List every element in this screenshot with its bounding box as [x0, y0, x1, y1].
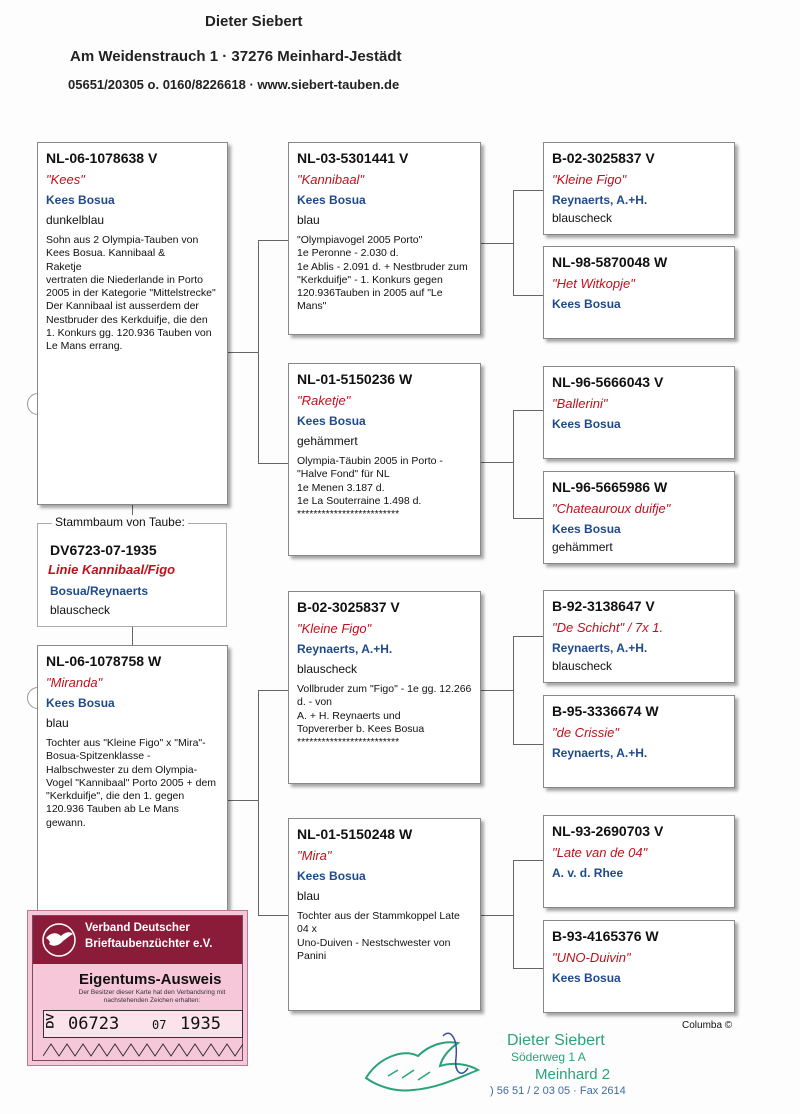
connector-line	[513, 636, 514, 744]
ring-number: NL-96-5666043 V	[552, 374, 664, 390]
stamp-name: Dieter Siebert	[507, 1032, 605, 1049]
ring-number: NL-01-5150248 W	[297, 826, 413, 842]
stamp-city: Meinhard 2	[535, 1066, 611, 1083]
connector-line	[481, 915, 514, 916]
pedigree-card-mf	[288, 591, 481, 784]
pedigree-card-father	[37, 142, 228, 505]
stamp-street: Söderweg 1 A	[511, 1050, 586, 1064]
plumage-color: dunkelblau	[46, 213, 105, 227]
pedigree-card-fmm	[543, 471, 735, 564]
plumage-color: blauscheck	[552, 659, 613, 673]
pedigree-card-mff	[543, 590, 735, 683]
pigeon-name: "UNO-Duivin"	[552, 950, 631, 965]
pedigree-card-fmf	[543, 366, 735, 459]
plumage-color: blauscheck	[552, 211, 613, 225]
breeder-address: Am Weidenstrauch 1 · 37276 Meinhard-Jestädt	[70, 48, 402, 65]
breeder: Kees Bosua	[552, 417, 621, 431]
connector-line	[228, 352, 259, 353]
plumage-color: blau	[297, 213, 320, 227]
breeder: Kees Bosua	[552, 522, 621, 536]
ring-serial: 1935	[180, 1014, 221, 1034]
breeder-name: Dieter Siebert	[205, 13, 303, 30]
connector-line	[513, 295, 543, 296]
breeder: Reynaerts, A.+H.	[552, 193, 648, 207]
pedigree-card-fff	[543, 142, 735, 235]
plumage-color: blau	[297, 889, 320, 903]
pigeon-name: "De Schicht" / 7x 1.	[552, 620, 664, 635]
performance-notes: Vollbruder zum "Figo" - 1e gg. 12.266 d. - von A. + H. Reynaerts und Topvererber b. Kees Bosua *************************	[297, 683, 472, 749]
subject-label: Stammbaum von Taube:	[52, 515, 188, 529]
connector-line	[258, 915, 288, 916]
pedigree-card-ffm	[543, 246, 735, 339]
ring-number: NL-03-5301441 V	[297, 150, 409, 166]
breeder: Kees Bosua	[46, 696, 115, 710]
performance-notes: Tochter aus der Stammkoppel Late 04 x Uno-Duiven - Nestschwester von Panini	[297, 910, 460, 962]
connector-line	[258, 690, 259, 915]
org-line-1: Verband Deutscher	[85, 922, 190, 934]
pigeon-name: "Kleine Figo"	[552, 172, 627, 187]
connector-line	[513, 860, 543, 861]
software-credit: Columba ©	[682, 1020, 733, 1031]
subject-line: Linie Kannibaal/Figo	[48, 562, 176, 577]
ring-number-part: 06723	[68, 1014, 120, 1034]
pedigree-card-mfm	[543, 695, 735, 788]
ring-number-field	[43, 1010, 243, 1038]
ownership-card	[27, 910, 248, 1066]
pigeon-name: "Kleine Figo"	[297, 621, 372, 636]
connector-line	[258, 240, 259, 463]
decorative-border-icon	[43, 1042, 243, 1058]
ring-number: NL-96-5665986 W	[552, 479, 668, 495]
breeder: A. v. d. Rhee	[552, 866, 624, 880]
pedigree-card-mmf	[543, 815, 735, 908]
ring-year: 07	[152, 1018, 167, 1032]
pigeon-name: "de Crissie"	[552, 725, 620, 740]
subject-ring: DV6723-07-1935	[50, 542, 157, 558]
pedigree-card-mmm	[543, 920, 735, 1013]
plumage-color: blau	[46, 716, 69, 730]
breeder: Kees Bosua	[46, 193, 115, 207]
pigeon-name: "Het Witkopje"	[552, 276, 635, 291]
org-line-2: Brieftaubenzüchter e.V.	[85, 938, 213, 950]
breeder-contact: 05651/20305 o. 0160/8226618 · www.siebert-tauben.de	[68, 77, 400, 92]
connector-line	[513, 410, 514, 518]
subject-color: blauscheck	[50, 603, 111, 617]
connector-line	[513, 190, 543, 191]
ownership-card-header	[33, 916, 242, 964]
connector-line	[481, 243, 514, 244]
subject-breeder: Bosua/Reynaerts	[50, 584, 149, 598]
breeder: Reynaerts, A.+H.	[297, 642, 393, 656]
plumage-color: gehämmert	[297, 434, 358, 448]
ring-number: NL-98-5870048 W	[552, 254, 668, 270]
ring-number: B-02-3025837 V	[297, 599, 400, 615]
connector-line	[228, 800, 259, 801]
connector-line	[513, 636, 543, 637]
ownership-title: Eigentums-Ausweis	[79, 971, 222, 988]
plumage-color: blauscheck	[297, 662, 358, 676]
ownership-card-frame	[32, 915, 243, 1061]
ring-prefix: DV	[44, 1013, 57, 1029]
ring-number: B-02-3025837 V	[552, 150, 655, 166]
ring-number: NL-01-5150236 W	[297, 371, 413, 387]
pigeon-name: "Mira"	[297, 848, 332, 863]
performance-notes: Olympia-Täubin 2005 in Porto - "Halve Fond" für NL 1e Menen 3.187 d. 1e La Souterraine 1.498 d. *************************	[297, 455, 443, 521]
pigeon-name: "Chateauroux duifje"	[552, 501, 671, 516]
connector-line	[132, 627, 133, 645]
subject-pigeon-box	[37, 515, 227, 627]
pedigree-card-mother	[37, 645, 228, 915]
connector-line	[513, 518, 543, 519]
plumage-color: gehämmert	[552, 540, 613, 554]
performance-notes: Tochter aus "Kleine Figo" x "Mira"- Bosua-Spitzenklasse - Halbschwester zu dem Olympia-Vogel "Kannibaal" Porto 2005 + dem "Kerkduifje", die den 1. gegen 120.936 Tauben ab Le Mans gewann.	[46, 737, 217, 829]
ring-number: NL-06-1078758 W	[46, 653, 162, 669]
connector-line	[258, 240, 288, 241]
connector-line	[481, 690, 514, 691]
connector-line	[258, 463, 288, 464]
connector-line	[513, 190, 514, 295]
pigeon-name: "Kannibaal"	[297, 172, 365, 187]
connector-line	[513, 968, 543, 969]
ring-number: B-92-3138647 V	[552, 598, 655, 614]
connector-line	[513, 744, 543, 745]
breeder: Kees Bosua	[297, 193, 366, 207]
breeder: Reynaerts, A.+H.	[552, 746, 648, 760]
connector-line	[513, 860, 514, 968]
ring-number: NL-93-2690703 V	[552, 823, 664, 839]
ring-number: B-95-3336674 W	[552, 703, 659, 719]
pedigree-card-fm	[288, 363, 481, 556]
performance-notes: Sohn aus 2 Olympia-Tauben von Kees Bosua. Kannibaal & Raketje vertraten die Niederlande in Porto 2005 in der Kategorie "Mittelstrecke" Der Kannibaal ist ausserdem der Nestbruder des Kerkduifje, die den 1. Konkurs gg. 120.936 Tauben von Le Mans errang.	[46, 234, 216, 353]
pigeon-logo-icon	[39, 922, 79, 958]
connector-line	[258, 690, 288, 691]
connector-line	[513, 410, 543, 411]
breeder: Kees Bosua	[552, 297, 621, 311]
stamp-phone: ) 56 51 / 2 03 05 · Fax 2614	[490, 1085, 626, 1097]
ring-number: NL-06-1078638 V	[46, 150, 158, 166]
pedigree-card-ff	[288, 142, 481, 335]
pedigree-card-mm	[288, 818, 481, 1011]
breeder: Kees Bosua	[552, 971, 621, 985]
ring-number: B-93-4165376 W	[552, 928, 659, 944]
pigeon-name: "Ballerini"	[552, 396, 608, 411]
pigeon-name: "Miranda"	[46, 675, 103, 690]
breeder: Kees Bosua	[297, 869, 366, 883]
connector-line	[481, 462, 514, 463]
ownership-fineprint: Der Besitzer dieser Karte hat den Verbandsring mit nachstehenden Zeichen erhalten:	[78, 989, 226, 1004]
pigeon-name: "Kees"	[46, 172, 85, 187]
pigeon-name: "Raketje"	[297, 393, 351, 408]
breeder: Reynaerts, A.+H.	[552, 641, 648, 655]
pigeon-name: "Late van de 04"	[552, 845, 648, 860]
breeder: Kees Bosua	[297, 414, 366, 428]
performance-notes: "Olympiavogel 2005 Porto" 1e Peronne - 2.030 d. 1e Ablis - 2.091 d. + Nestbruder zum "Kerkduifje" - 1. Konkurs gegen 120.936Tauben in 2005 auf "Le Mans"	[297, 234, 468, 313]
